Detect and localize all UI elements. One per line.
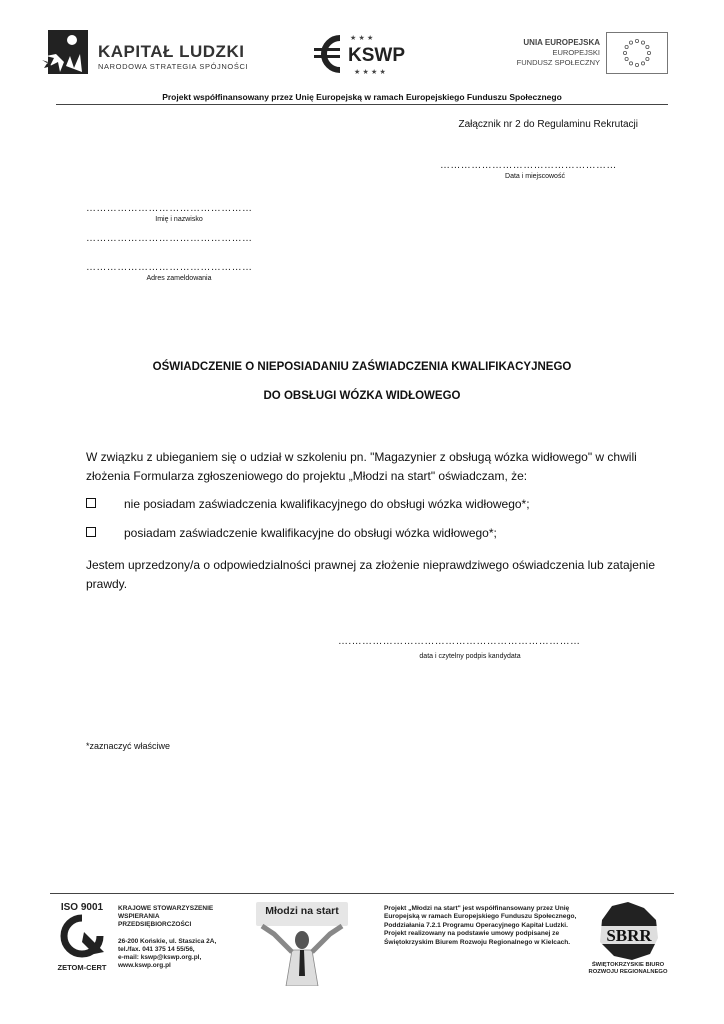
date-place-label: Data i miejscowość	[505, 173, 565, 180]
footnote: *zaznaczyć właściwe	[86, 741, 171, 751]
kswp-address-line2: tel./fax. 041 375 14 55/56,	[118, 945, 195, 953]
region-map-icon	[588, 898, 668, 968]
address-line-1: …………………………………………	[86, 233, 253, 244]
name-label: Imię i nazwisko	[155, 216, 203, 223]
kswp-name-line2: WSPIERANIA	[118, 913, 160, 921]
option-has-certificate	[86, 526, 497, 540]
iso-label: ISO 9001	[60, 902, 104, 913]
name-line: …………………………………………	[86, 203, 253, 214]
kapital-ludzki-subtitle: NARODOWA STRATEGIA SPÓJNOŚCI	[98, 62, 249, 71]
kapital-ludzki-title: KAPITAŁ LUDZKI	[98, 42, 245, 61]
kswp-logo-text: KSWP	[348, 45, 405, 66]
intro-paragraph: W związku z ubieganiem się o udział w szkoleniu pn. "Magazynier z obsługą wózka widłowego" w chwili złożenia Formularza zgłoszeniowego do projektu „Młodzi na start" oświadczam, że:	[86, 450, 637, 483]
sbrr-caption	[580, 962, 676, 976]
svg-text:★ ★ ★: ★ ★ ★	[350, 34, 374, 42]
document-title-line1: OŚWIADCZENIE O NIEPOSIADANIU ZAŚWIADCZENIA KWALIFIKACYJNEGO	[152, 361, 572, 373]
kswp-contact	[118, 905, 248, 970]
attachment-note: Załącznik nr 2 do Regulaminu Rekrutacji	[458, 119, 638, 130]
option-has-certificate-label: posiadam zaświadczenie kwalifikacyjne do obsługi wózka widłowego*;	[124, 526, 497, 540]
signature-label: data i czytelny podpis kandydata	[419, 653, 521, 660]
liability-statement: Jestem uprzedzony/a o odpowiedzialności prawnej za złożenie nieprawdziwego oświadczenia lub zatajenie prawdy.	[86, 558, 655, 591]
checkbox-no-certificate[interactable]	[86, 498, 96, 508]
address-line-2: …………………………………………	[86, 262, 253, 273]
ue-line3: FUNDUSZ SPOŁECZNY	[516, 58, 600, 67]
kswp-name-line1: KRAJOWE STOWARZYSZENIE	[118, 905, 214, 912]
date-place-line: ……………………………………………	[440, 160, 617, 171]
footer-divider	[50, 893, 674, 894]
eu-flag	[606, 32, 668, 74]
kswp-address-line1: 26-200 Końskie, ul. Staszica 2A,	[118, 937, 217, 945]
cofinancing-caption: Projekt współfinansowany przez Unię Europejską w ramach Europejskiego Funduszu Społecznego	[162, 92, 562, 102]
svg-text:★ ★ ★ ★: ★ ★ ★ ★	[354, 68, 386, 76]
sbrr-logo-text: SBRR	[606, 926, 652, 945]
ue-line2: EUROPEJSKI	[552, 48, 600, 57]
sbrr-caption-line2: ROZWOJU REGIONALNEGO	[588, 969, 668, 975]
kswp-name-line3: PRZEDSIĘBIORCZOŚCI	[118, 921, 192, 929]
zetom-cert-label: ZETOM-CERT	[57, 963, 107, 972]
kswp-logo	[310, 30, 420, 78]
mlodzi-na-start-label: Młodzi na start	[265, 905, 339, 917]
address-label: Adres zameldowania	[146, 275, 212, 282]
sbrr-logo	[588, 898, 668, 968]
ue-line1: UNIA EUROPEJSKA	[523, 38, 600, 47]
signature-line: ….…………………………………………………………	[338, 636, 581, 647]
kswp-address-line4: www.kswp.org.pl	[118, 962, 171, 970]
document-title-line2: DO OBSŁUGI WÓZKA WIDŁOWEGO	[263, 390, 461, 402]
kapital-ludzki-emblem-icon	[40, 26, 96, 82]
eu-stars-icon	[607, 33, 667, 73]
euro-stars-icon	[310, 30, 420, 78]
ue-caption	[504, 38, 600, 68]
project-info: Projekt „Młodzi na start" jest współfinansowany przez Unię Europejską w ramach Europejskiego Funduszu Społecznego, Poddziałania 7.2.1 Programu Operacyjnego Kapitał Ludzki. Projekt realizowany na podstawie umowy podpisanej ze Świętokrzyskim Biurem Rozwoju Regionalnego w Kielcach.	[384, 905, 577, 946]
sbrr-caption-line1: ŚWIĘTOKRZYSKIE BIURO	[591, 962, 665, 968]
header-divider	[56, 104, 668, 105]
checkbox-has-certificate[interactable]	[86, 527, 96, 537]
kswp-address-line3: e-mail: kswp@kswp.org.pl,	[118, 954, 202, 962]
option-no-certificate	[86, 497, 530, 511]
option-no-certificate-label: nie posiadam zaświadczenia kwalifikacyjnego do obsługi wózka widłowego*;	[124, 497, 530, 511]
